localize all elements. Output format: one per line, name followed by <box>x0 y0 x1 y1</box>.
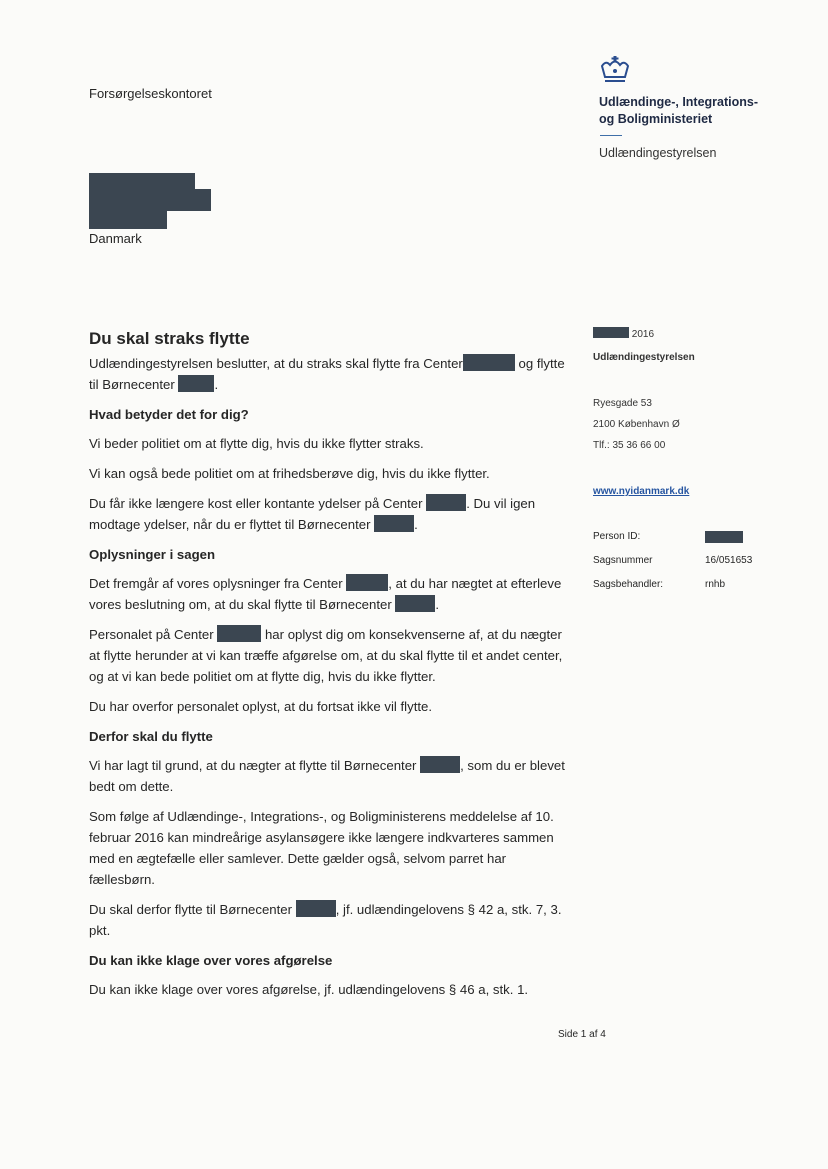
announcement-paragraph: Som følge af Udlændinge-, Integrations-, og Boligministerens meddelelse af 10. februar 2016 kan mindreårige asylansøgere ikke længere indkvarteres sammen med en ægtefælle eller samlever. Dette gælder også, selvom parret har fællesbørn. <box>89 809 554 887</box>
intro-text: Udlændingestyrelsen beslutter, at du straks skal flytte fra Center <box>89 356 463 371</box>
person-id-row <box>593 531 753 555</box>
heading-reason: Derfor skal du flytte <box>89 729 213 744</box>
info-text: . <box>435 597 440 612</box>
person-id-label: Person ID: <box>593 531 641 542</box>
benefits-text: . <box>414 517 418 532</box>
benefits-text: Du får ikke længere kost eller kontante ydelser på Center <box>89 496 423 511</box>
staff-paragraph <box>89 624 567 687</box>
ministry-line-1: Udlændinge-, Integrations- <box>599 95 759 109</box>
staff-text: har oplyst dig om konsekvenserne af, at du nægter at flytte herunder at vi kan træffe afgørelse om, at du skal flytte til et andet center, og at vi kan bede politiet om at flytte dig, hvis du ikke flytter. <box>89 627 563 684</box>
side-agency: Udlændingestyrelsen <box>593 352 695 363</box>
reason-paragraph <box>89 755 567 797</box>
recipient-country: Danmark <box>89 231 142 246</box>
therefore-text: Du skal derfor flytte til Børnecenter <box>89 902 293 917</box>
redacted-address-line <box>89 173 195 190</box>
crown-icon <box>597 56 633 86</box>
info-text: , at du har nægtet at efterleve vores beslutning om, at du skal flytte til Børnecenter <box>89 576 562 612</box>
reason-text: , som du er blevet bedt om dette. <box>89 758 565 794</box>
intro-paragraph <box>89 353 567 395</box>
reason-text: Vi har lagt til grund, at du nægter at flytte til Børnecenter <box>89 758 417 773</box>
case-meta <box>593 531 753 603</box>
letter-title: Du skal straks flytte <box>89 329 250 348</box>
intro-text: . <box>214 377 219 392</box>
redacted-block <box>178 375 214 392</box>
handler-label: Sagsbehandler: <box>593 579 664 590</box>
heading-info: Oplysninger i sagen <box>89 547 216 562</box>
redacted-address-line <box>89 210 167 229</box>
redacted-block <box>705 531 743 543</box>
staff-text: Personalet på Center <box>89 627 214 642</box>
ministry-name <box>599 94 758 128</box>
page-number: Side 1 af 4 <box>558 1029 606 1040</box>
redacted-block <box>593 327 629 338</box>
heading-meaning: Hvad betyder det for dig? <box>89 407 249 422</box>
ministry-line-2: og Boligministeriet <box>599 112 713 126</box>
redacted-block <box>217 625 261 642</box>
therefore-paragraph <box>89 899 567 941</box>
agency-name: Udlændingestyrelsen <box>599 146 717 160</box>
info-paragraph <box>89 573 567 615</box>
appeal-paragraph: Du kan ikke klage over vores afgørelse, jf. udlændingelovens § 46 a, stk. 1. <box>89 982 529 997</box>
redacted-block <box>296 900 336 917</box>
redacted-block <box>346 574 388 591</box>
benefits-paragraph <box>89 493 567 535</box>
letter-body <box>89 328 567 1009</box>
redacted-block <box>395 595 435 612</box>
redacted-block <box>426 494 466 511</box>
benefits-text: . Du vil igen modtage ydelser, når du er flyttet til Børnecenter <box>89 496 536 532</box>
detain-paragraph: Vi kan også bede politiet om at frihedsberøve dig, hvis du ikke flytter. <box>89 466 490 481</box>
case-number-label: Sagsnummer <box>593 555 653 566</box>
heading-appeal: Du kan ikke klage over vores afgørelse <box>89 953 333 968</box>
redacted-block <box>463 354 515 371</box>
redacted-block <box>374 515 414 532</box>
date-year: 2016 <box>631 329 655 340</box>
police-paragraph: Vi beder politiet om at flytte dig, hvis du ikke flytter straks. <box>89 436 424 451</box>
told-paragraph: Du har overfor personalet oplyst, at du fortsat ikke vil flytte. <box>89 699 433 714</box>
website-link[interactable]: www.nyidanmark.dk <box>593 486 690 497</box>
ministry-divider <box>600 135 622 136</box>
handler-value: rnhb <box>705 579 726 590</box>
handler-row <box>593 579 753 603</box>
therefore-text: , jf. udlændingelovens § 42 a, stk. 7, 3. pkt. <box>89 902 562 938</box>
sender-department: Forsørgelseskontoret <box>89 86 212 101</box>
intro-text: og flytte til Børnecenter <box>89 356 565 392</box>
address-city: 2100 København Ø <box>593 419 680 430</box>
redacted-address-line <box>89 189 211 211</box>
address-street: Ryesgade 53 <box>593 398 652 409</box>
person-id-value <box>705 531 753 555</box>
phone-number: Tlf.: 35 36 66 00 <box>593 440 666 451</box>
info-text: Det fremgår af vores oplysninger fra Center <box>89 576 343 591</box>
redacted-block <box>420 756 460 773</box>
case-number-value: 16/051653 <box>705 555 753 566</box>
case-number-row <box>593 555 753 579</box>
letter-date <box>593 327 654 340</box>
